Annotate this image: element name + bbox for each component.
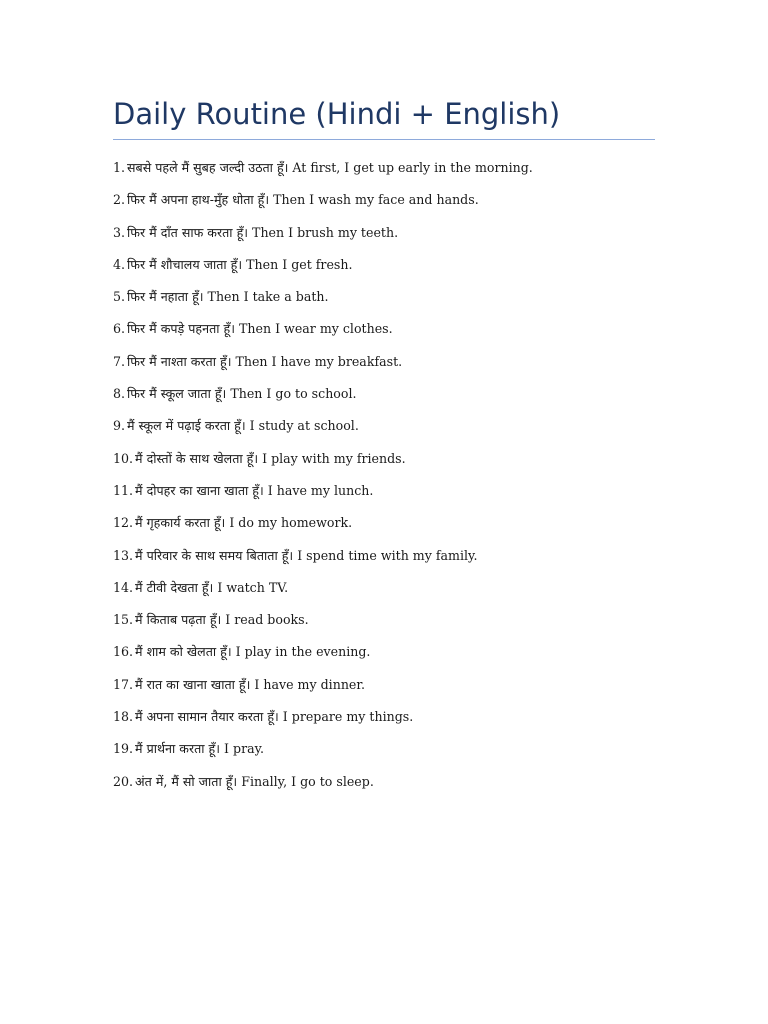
hindi-text: मैं अपना सामान तैयार करता हूँ। (135, 709, 279, 725)
english-text: Then I go to school. (230, 386, 357, 402)
hindi-text: मैं दोपहर का खाना खाता हूँ। (135, 482, 264, 498)
item-number: 11. (113, 482, 134, 498)
item-number: 2. (113, 192, 126, 208)
hindi-text: मैं रात का खाना खाता हूँ। (135, 676, 251, 692)
english-text: I prepare my things. (282, 709, 414, 725)
hindi-text: फिर मैं अपना हाथ-मुँह धोता हूँ। (127, 192, 270, 208)
list-item (113, 319, 673, 351)
hindi-text: फिर मैं दाँत साफ करता हूँ। (127, 224, 249, 240)
list-item (113, 739, 673, 771)
hindi-text: फिर मैं नहाता हूँ। (127, 289, 204, 305)
hindi-text: मैं स्कूल में पढ़ाई करता हूँ। (127, 418, 246, 434)
hindi-text: अंत में, मैं सो जाता हूँ। (135, 773, 238, 789)
item-number: 17. (113, 676, 134, 692)
hindi-text: मैं गृहकार्य करता हूँ। (135, 515, 226, 531)
item-number: 9. (113, 418, 126, 434)
item-number: 14. (113, 579, 134, 595)
item-number: 5. (113, 289, 126, 305)
list-item (113, 513, 673, 545)
hindi-text: मैं टीवी देखता हूँ। (135, 579, 214, 595)
english-text: Finally, I go to sleep. (241, 773, 374, 789)
list-item (113, 352, 673, 384)
list-item (113, 384, 673, 416)
list-item (113, 772, 673, 804)
english-text: Then I have my breakfast. (235, 353, 403, 369)
item-number: 6. (113, 321, 126, 337)
english-text: Then I get fresh. (246, 256, 353, 272)
english-text: I play in the evening. (235, 644, 371, 660)
item-number: 12. (113, 515, 134, 531)
hindi-text: मैं प्रार्थना करता हूँ। (135, 741, 221, 757)
english-text: I have my dinner. (254, 676, 366, 692)
english-text: Then I take a bath. (207, 289, 329, 305)
list-item (113, 449, 673, 481)
list-item (113, 416, 673, 448)
item-number: 3. (113, 224, 126, 240)
list-item (113, 158, 673, 190)
english-text: I pray. (224, 741, 265, 757)
item-number: 19. (113, 741, 134, 757)
list-item (113, 578, 673, 610)
english-text: I watch TV. (217, 579, 289, 595)
english-text: Then I wear my clothes. (239, 321, 393, 337)
english-text: I study at school. (249, 418, 359, 434)
item-number: 18. (113, 709, 134, 725)
item-number: 20. (113, 773, 134, 789)
english-text: I spend time with my family. (297, 547, 478, 563)
list-item (113, 642, 673, 674)
hindi-text: मैं दोस्तों के साथ खेलता हूँ। (135, 450, 259, 466)
english-text: I have my lunch. (267, 482, 374, 498)
item-number: 1. (113, 160, 126, 175)
hindi-text: फिर मैं शौचालय जाता हूँ। (127, 256, 243, 272)
hindi-text: फिर मैं स्कूल जाता हूँ। (127, 386, 227, 402)
list-item (113, 707, 673, 739)
list-item (113, 481, 673, 513)
list-item (113, 287, 673, 319)
english-text: I play with my friends. (262, 450, 406, 466)
english-text: Then I wash my face and hands. (273, 192, 479, 208)
item-number: 4. (113, 256, 126, 272)
english-text: I do my homework. (229, 515, 353, 531)
hindi-text: फिर मैं नाश्ता करता हूँ। (127, 353, 232, 369)
item-number: 7. (113, 353, 126, 369)
item-number: 8. (113, 386, 126, 402)
item-number: 10. (113, 450, 134, 466)
list-item (113, 675, 673, 707)
item-number: 13. (113, 547, 134, 563)
english-text: At first, I get up early in the morning. (292, 160, 533, 175)
list-item (113, 255, 673, 287)
title-underline (113, 139, 655, 140)
hindi-text: मैं परिवार के साथ समय बिताता हूँ। (135, 547, 294, 563)
item-number: 15. (113, 612, 134, 628)
list-item (113, 190, 673, 222)
hindi-text: मैं किताब पढ़ता हूँ। (135, 612, 222, 628)
list-item (113, 223, 673, 255)
hindi-text: फिर मैं कपड़े पहनता हूँ। (127, 321, 235, 337)
item-number: 16. (113, 644, 134, 660)
english-text: Then I brush my teeth. (252, 224, 399, 240)
hindi-text: सबसे पहले मैं सुबह जल्दी उठता हूँ। (127, 160, 289, 175)
english-text: I read books. (225, 612, 309, 628)
page-title: Daily Routine (Hindi + English) (113, 97, 561, 131)
list-item (113, 546, 673, 578)
routine-list (113, 158, 673, 804)
list-item (113, 610, 673, 642)
hindi-text: मैं शाम को खेलता हूँ। (135, 644, 232, 660)
